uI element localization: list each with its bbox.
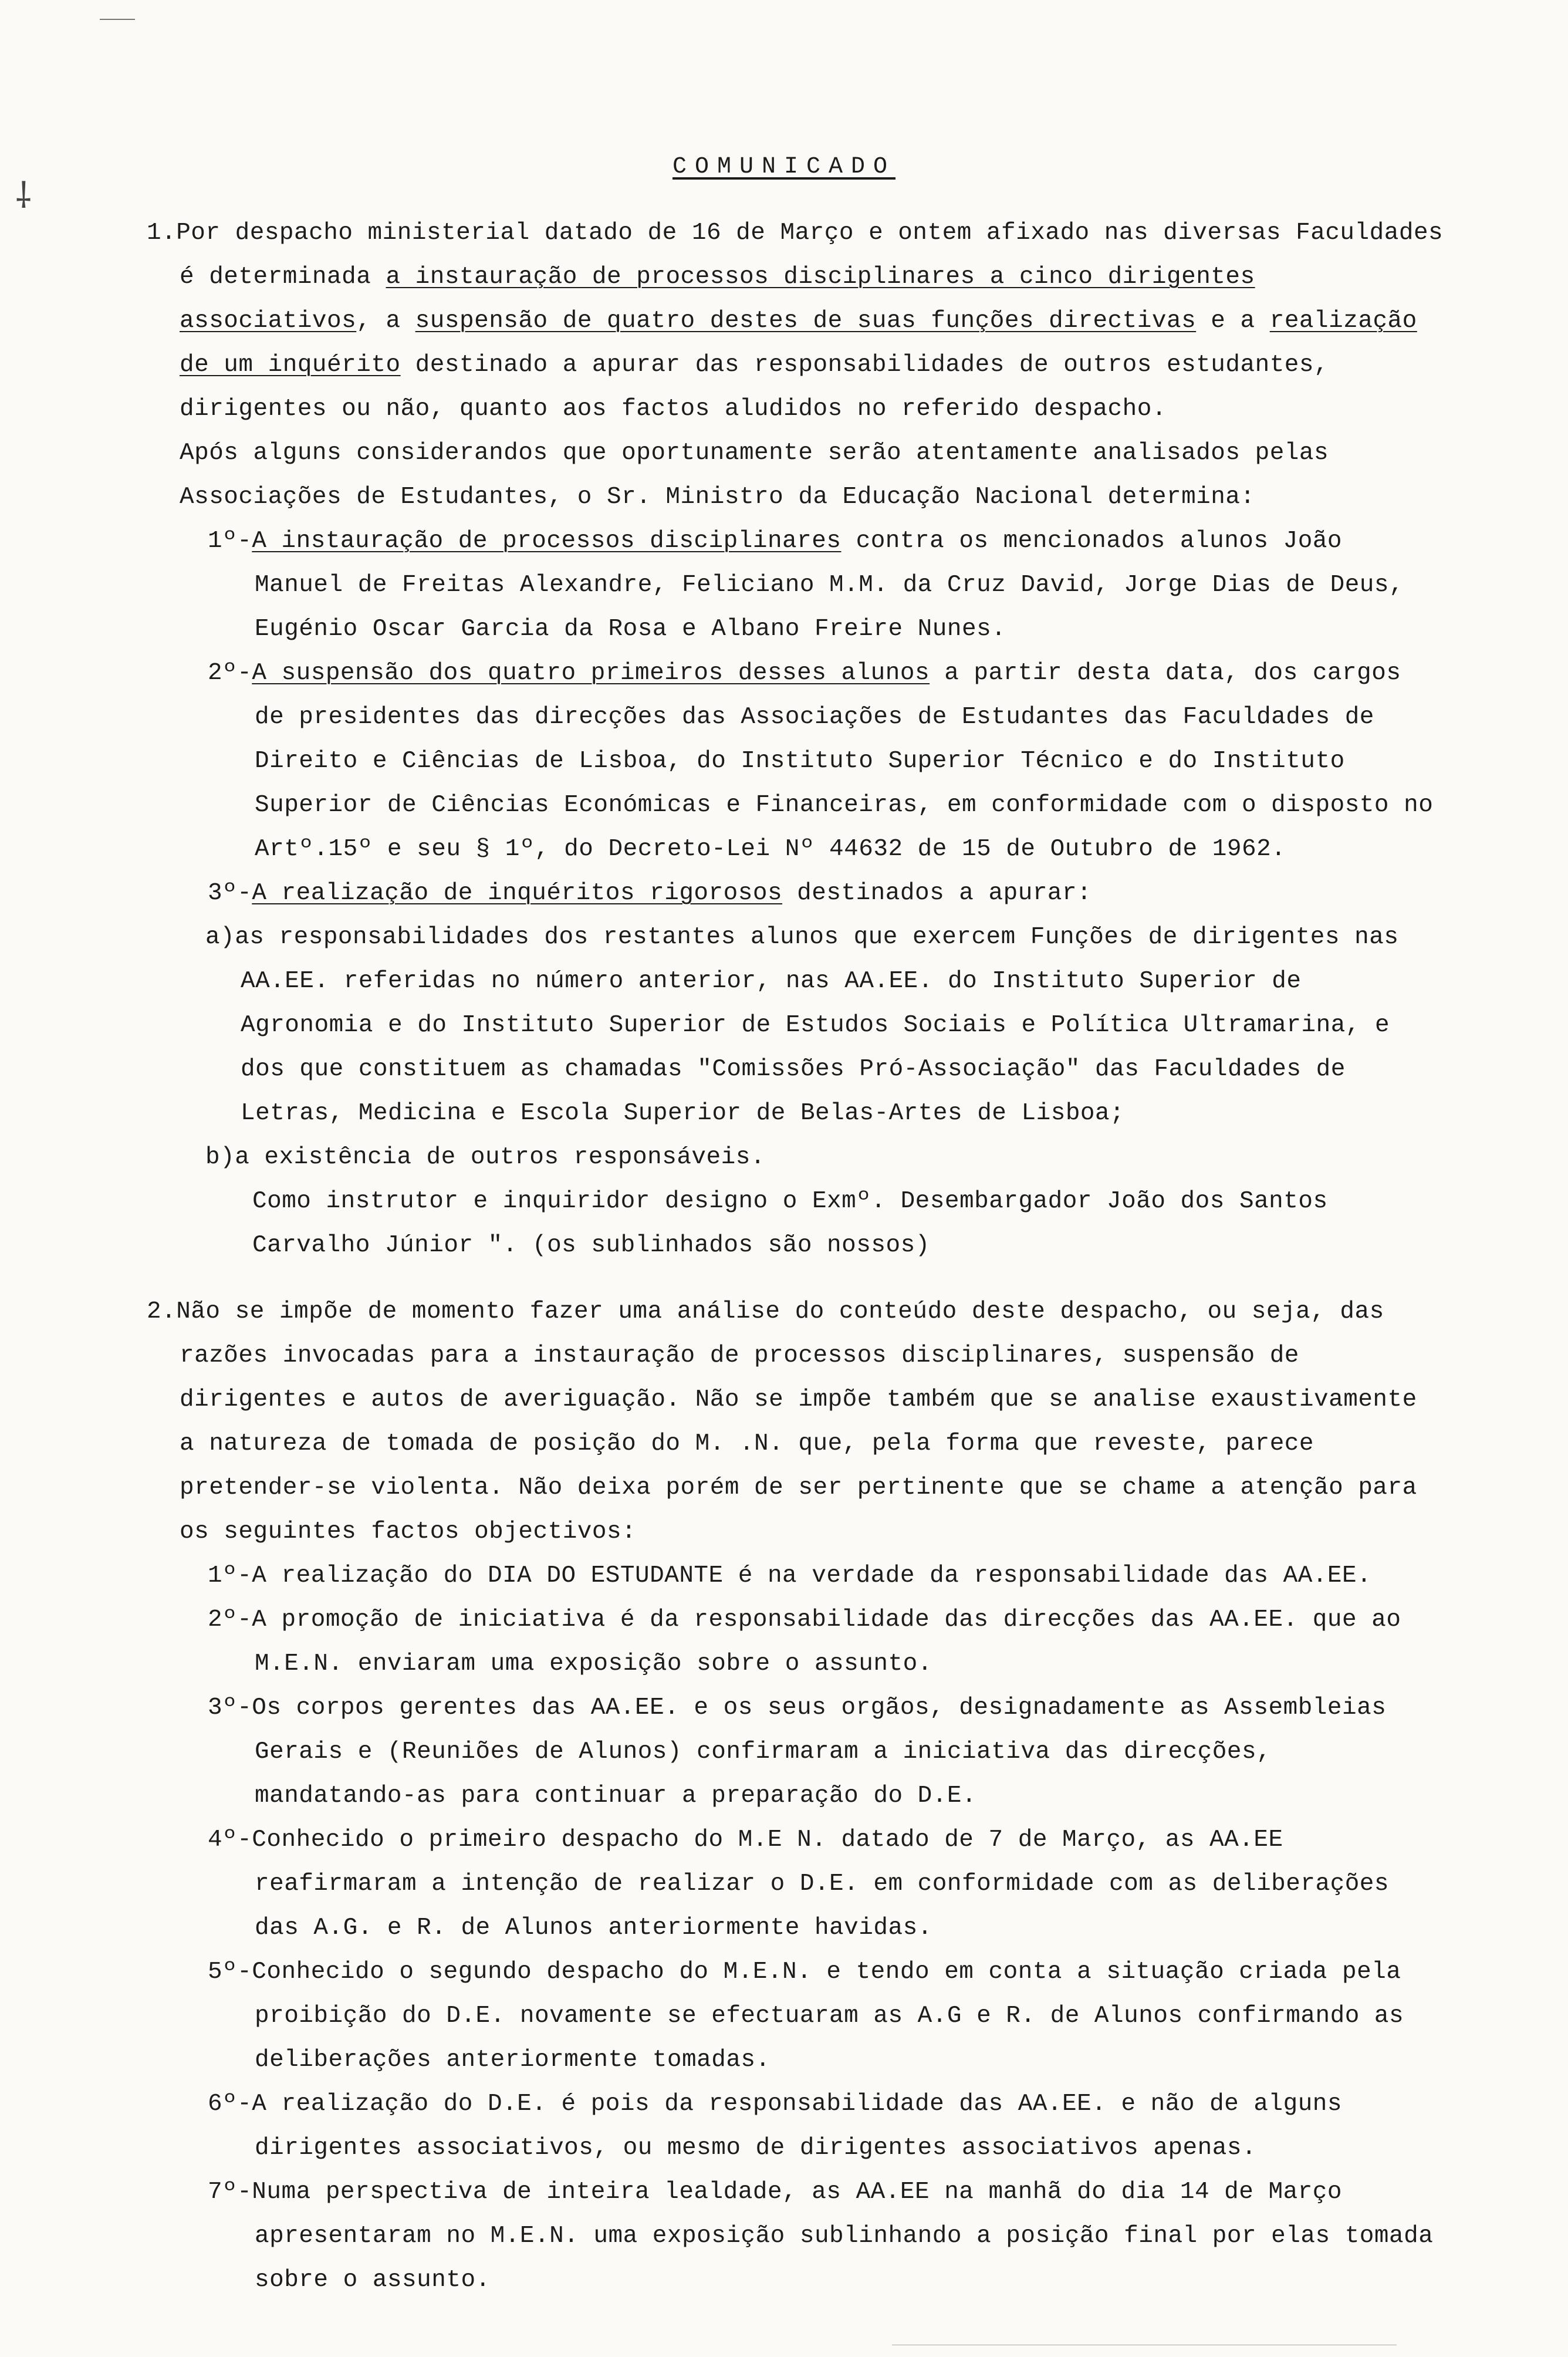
text-segment: 3º-Os corpos gerentes das AA.EE. e os seus orgãos, designadamente as Assembleias Gerais e (Reuniões de Alunos) confirmaram a iniciativa das direcções, mandatando-as para continuar a preparação do D.E. bbox=[208, 1694, 1387, 1809]
underlined-text: A instauração de processos disciplinares bbox=[252, 528, 842, 555]
text-segment: b)a existência de outros responsáveis. bbox=[205, 1144, 765, 1171]
text-segment: 1.Por despacho ministerial datado de 16 de Março e ontem afixado nas diversas Faculdades é determinada bbox=[147, 220, 1444, 291]
text-segment: , a bbox=[356, 308, 415, 335]
text-segment: contra os mencionados alunos João Manuel de Freitas Alexandre, Feliciano M.M. da Cruz David, Jorge Dias de Deus, Eugénio Oscar Garcia da Rosa e Albano Freire Nunes. bbox=[255, 528, 1404, 643]
text-segment: 7º-Numa perspectiva de inteira lealdade, as AA.EE na manhã do dia 14 de Março apresentaram no M.E.N. uma exposição sublinhando a posição final por elas tomada sobre o assunto. bbox=[208, 2179, 1434, 2294]
paragraph bbox=[180, 1950, 1444, 2082]
text-segment: 1º-A realização do DIA DO ESTUDANTE é na verdade da responsabilidade das AA.EE. bbox=[208, 1562, 1372, 1589]
text-segment: destinados a apurar: bbox=[782, 880, 1092, 907]
paragraph bbox=[252, 1180, 1444, 1268]
document-body bbox=[147, 211, 1444, 2302]
paragraph bbox=[147, 431, 1444, 519]
underlined-text: A realização de inquéritos rigorosos bbox=[252, 880, 783, 907]
text-segment: a partir desta data, dos cargos de presidentes das direcções das Associações de Estudantes das Faculdades de Direito e Ciências de Lisboa, do Instituto Superior Técnico e do Instituto Superior de Ciências Económicas e Financeiras, em conformidade com o disposto no Artº.15º e seu § 1º, do Decreto-Lei Nº 44632 de 15 de Outubro de 1962. bbox=[255, 660, 1434, 863]
text-segment: a)as responsabilidades dos restantes alunos que exercem Funções de dirigentes nas AA.EE. referidas no número anterior, nas AA.EE. do Instituto Superior de Agronomia e do Instituto Superior de Estudos Sociais e Política Ultramarina, e dos que constituem as chamadas "Comissões Pró-Associação" das Faculdades de Letras, Medicina e Escola Superior de Belas-Artes de Lisboa; bbox=[205, 924, 1399, 1127]
text-segment: 2º-A promoção de iniciativa é da responsabilidade das direcções das AA.EE. que ao M.E.N. enviaram uma exposição sobre o assunto. bbox=[208, 1606, 1401, 1677]
text-segment: 6º-A realização do D.E. é pois da responsabilidade das AA.EE. e não de alguns dirigentes associativos, ou mesmo de dirigentes associativos apenas. bbox=[208, 2091, 1343, 2162]
paragraph bbox=[180, 872, 1444, 916]
paragraph bbox=[205, 1136, 1444, 1180]
text-segment: Após alguns considerandos que oportunamente serão atentamente analisados pelas Associações de Estudantes, o Sr. Ministro da Educação Nacional determina: bbox=[180, 440, 1329, 511]
underlined-text: A suspensão dos quatro primeiros desses alunos bbox=[252, 660, 930, 687]
document-title: COMUNICADO bbox=[672, 154, 896, 180]
text-segment: destinado a apurar das responsabilidades de outros estudantes, dirigentes ou não, quanto aos factos aludidos no referido despacho. bbox=[180, 352, 1329, 423]
scan-artifact bbox=[100, 19, 135, 20]
paragraph bbox=[180, 1686, 1444, 1818]
underlined-text: realização de um inquérito bbox=[180, 308, 1417, 379]
paragraph bbox=[180, 1554, 1444, 1598]
text-segment: 4º-Conhecido o primeiro despacho do M.E N. datado de 7 de Março, as AA.EE reafirmaram a intenção de realizar o D.E. em conformidade com as deliberações das A.G. e R. de Alunos anteriormente havidas. bbox=[208, 1826, 1390, 1941]
underlined-text: a instauração de processos disciplinares a cinco dirigentes associativos bbox=[180, 264, 1255, 335]
paragraph bbox=[180, 2170, 1444, 2302]
paragraph bbox=[180, 519, 1444, 651]
paragraph bbox=[180, 1598, 1444, 1686]
text-segment: 3º- bbox=[208, 880, 252, 907]
underlined-text: suspensão de quatro destes de suas funções directivas bbox=[415, 308, 1197, 335]
text-segment: 2º- bbox=[208, 660, 252, 687]
ink-mark: ⸸ bbox=[15, 179, 32, 219]
text-segment: 1º- bbox=[208, 528, 252, 555]
paragraph bbox=[205, 916, 1444, 1136]
paragraph bbox=[180, 651, 1444, 872]
paragraph bbox=[147, 1290, 1444, 1554]
text-segment: 2.Não se impõe de momento fazer uma análise do conteúdo deste despacho, ou seja, das razões invocadas para a instauração de processos disciplinares, suspensão de dirigentes e autos de averiguação. Não se impõe também que se analise exaustivamente a natureza de tomada de posição do M. .N. que, pela forma que reveste, parece pretender-se violenta. Não deixa porém de ser pertinente que se chame a atenção para os seguintes factos objectivos: bbox=[147, 1298, 1417, 1545]
paragraph-gap bbox=[147, 1268, 1444, 1290]
text-segment: Como instrutor e inquiridor designo o Exmº. Desembargador João dos Santos Carvalho Júnior ". (os sublinhados são nossos) bbox=[252, 1188, 1328, 1259]
paragraph bbox=[180, 2082, 1444, 2170]
paragraph bbox=[147, 211, 1444, 431]
text-segment: e a bbox=[1196, 308, 1270, 335]
paragraph bbox=[180, 1818, 1444, 1950]
text-segment: 5º-Conhecido o segundo despacho do M.E.N. e tendo em conta a situação criada pela proibição do D.E. novamente se efectuaram as A.G e R. de Alunos confirmando as deliberações anteriormente tomadas. bbox=[208, 1958, 1404, 2074]
